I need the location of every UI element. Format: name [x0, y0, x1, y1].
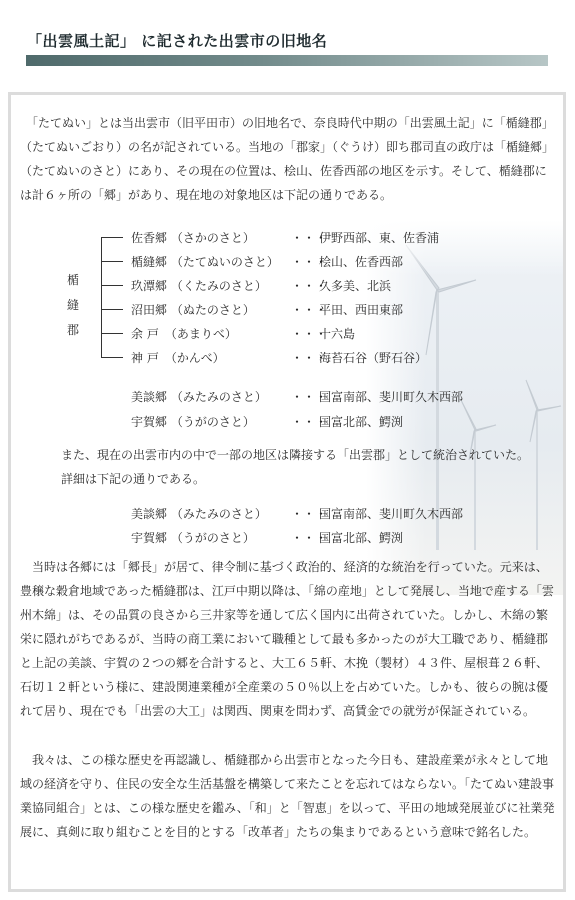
page-title: 「出雲風土記」 に記された出雲市の旧地名	[27, 32, 328, 50]
leader-dots: ・・・	[291, 231, 328, 245]
note-line: 詳細は下記の通りである。	[61, 472, 206, 486]
village-row	[131, 413, 531, 431]
leader-dots: ・・・	[291, 279, 328, 293]
bracket-tick	[101, 261, 123, 262]
village-row	[131, 229, 531, 247]
village-area: 平田、西田東部	[319, 303, 404, 317]
village-area: 国富南部、斐川町久木西部	[319, 507, 464, 521]
village-row	[131, 529, 531, 547]
village-name: 美談郷 （みたみのさと）	[131, 390, 267, 404]
leader-dots: ・・・	[291, 327, 328, 341]
village-name: 余 戸 （あまりべ）	[131, 327, 237, 341]
leader-dots: ・・・	[291, 507, 328, 521]
village-area: 久多美、北浜	[319, 279, 392, 293]
group-label-char: 縫	[66, 298, 79, 312]
village-area: 伊野西部、東、佐香浦	[319, 231, 440, 245]
village-row	[131, 325, 531, 343]
village-area: 十六島	[319, 327, 356, 341]
bracket-tick	[101, 357, 123, 358]
village-area: 海苔石谷（野石谷）	[319, 351, 428, 365]
village-name: 神 戸 （かんべ）	[131, 351, 225, 365]
village-area: 国富北部、鰐渕	[319, 531, 404, 545]
village-name: 沼田郷 （ぬたのさと）	[131, 303, 255, 317]
village-row	[131, 301, 531, 319]
bracket-tick	[101, 237, 123, 238]
group-label-char: 郡	[66, 323, 79, 337]
village-name: 玖潭郷 （くたみのさと）	[131, 279, 267, 293]
village-name: 美談郷 （みたみのさと）	[131, 507, 267, 521]
bracket-tick	[101, 309, 123, 310]
leader-dots: ・・・	[291, 351, 328, 365]
group-label	[66, 268, 80, 343]
village-area: 国富南部、斐川町久木西部	[319, 390, 464, 404]
leader-dots: ・・・	[291, 415, 328, 429]
bracket-tick	[101, 285, 123, 286]
intro-paragraph: 「たてぬい」とは当出雲市（旧平田市）の旧地名で、奈良時代中期の「出雲風土記」に「楯縫郡」（たてぬいごおり）の名が記されている。当地の「郡家」（ぐうけ）即ち郡司直の政庁は「楯縫郷」（たてぬいのさと）にあり、その現在の位置は、桧山、佐香西部の地区を示す。そして、楯縫郡には計６ヶ所の「郷」があり、現在地の対象地区は下記の通りである。	[20, 116, 555, 202]
group-label-char: 楯	[66, 273, 79, 287]
village-row	[131, 349, 531, 367]
village-name: 楯縫郷 （たてぬいのさと）	[131, 255, 279, 269]
village-name: 佐香郷 （さかのさと）	[131, 231, 255, 245]
content-panel-inner	[11, 95, 563, 889]
history-paragraph: 当時は各郷には「郷長」が居て、律令制に基づく政治的、経済的な統治を行っていた。元来は、豊穣な穀倉地域であった楯縫郡は、江戸中期以降は、「綿の産地」として発展し、当地で産する「雲州木綿」は、その品質の良さから三井家等を通して広く国内に出荷されていた。しかし、木綿の繁栄に隠れがちであるが、当時の商工業において職種として最も多かったのが大工職であり、楯縫郡と上記の美談、宇賀の２つの郷を合計すると、大工６５軒、木挽（製材）４３件、屋根葺２６軒、石切１２軒という様に、建設関連業種が全産業の５０％以上を占めていた。しかも、彼らの腕は優れて居り、現在でも「出雲の大工」は関西、関東を問わず、高賃金での就労が保証されている。	[20, 560, 554, 718]
leader-dots: ・・・	[291, 390, 328, 404]
mission-paragraph: 我々は、この様な歴史を再認識し、楯縫郡から出雲市となった今日も、建設産業が永々として地域の経済を守り、住民の安全な生活基盤を構築して来たことを忘れてはならない。「たてぬい建設事業協同組合」とは、この様な歴史を鑑み、「和」と「智恵」を以って、平田の地域発展並びに社業発展に、真剣に取り組むことを目的とする「改革者」たちの集まりであるという意味で銘名した。	[20, 753, 555, 839]
village-area: 国富北部、鰐渕	[319, 415, 404, 429]
village-row	[131, 505, 531, 523]
village-name: 宇賀郷 （うがのさと）	[131, 415, 255, 429]
bracket-vertical-line	[101, 237, 102, 357]
note-line: また、現在の出雲市内の中で一部の地区は隣接する「出雲郡」として統治されていた。	[61, 448, 530, 462]
leader-dots: ・・・	[291, 255, 328, 269]
village-area: 桧山、佐香西部	[319, 255, 404, 269]
village-row	[131, 253, 531, 271]
leader-dots: ・・・	[291, 303, 328, 317]
leader-dots: ・・・	[291, 531, 328, 545]
village-row	[131, 388, 531, 406]
bracket-tick	[101, 333, 123, 334]
village-name: 宇賀郷 （うがのさと）	[131, 531, 255, 545]
content-panel	[8, 92, 566, 892]
village-row	[131, 277, 531, 295]
title-underline-bar	[26, 55, 548, 66]
